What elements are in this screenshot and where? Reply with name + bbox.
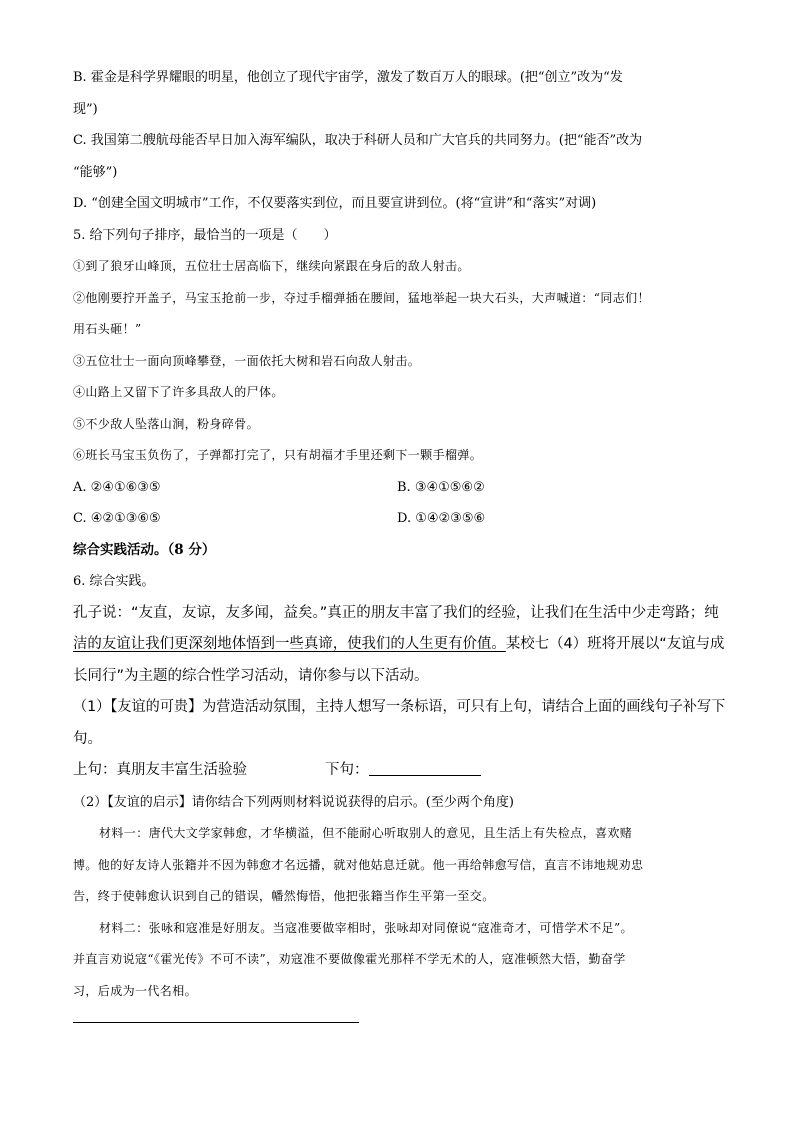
upper-line: 上句：真朋友丰富生活验验 — [73, 762, 247, 778]
material1-line2: 博。他的好友诗人张籍并不因为韩愈才名远播，就对他姑息迁就。他一再给韩愈写信，直言不讳地规劝忠 — [73, 857, 644, 872]
material1-line1: 材料一：唐代大文学家韩愈，才华横溢，但不能耐心听取别人的意见，且生活上有失检点，喜欢赌 — [99, 826, 633, 840]
q6-paragraph-line2 — [73, 629, 725, 661]
material2-line2: 并直言劝说寇“《霍光传》不可不读”，劝寇准不要做像霍光那样不学无术的人，寇准顿然大悟，勤奋学 — [73, 952, 626, 966]
q5-option-c[interactable]: C. ④②①③⑥⑤ — [73, 511, 161, 526]
q5-options-row1 — [73, 472, 723, 504]
q5-options-row2 — [73, 503, 723, 535]
q5-option-a[interactable]: A. ②④①⑥③⑤ — [73, 479, 161, 495]
lower-line-blank[interactable] — [369, 761, 481, 776]
q5-sentence-2-line2: 用石头砸！” — [73, 322, 142, 336]
q5-option-d[interactable]: D. ①④②③⑤⑥ — [397, 511, 486, 526]
couplet-row — [73, 755, 723, 787]
q6-part1-line1: （1）【友谊的可贵】为营造活动氛围，主持人想写一条标语，可只有上句，请结合上面的画线句子补写下 — [73, 699, 726, 715]
q5-option-b[interactable]: B. ③④①⑤⑥② — [397, 479, 485, 495]
lower-line-label: 下句： — [325, 762, 369, 778]
q6-part2: （2）【友谊的启示】请你结合下列两则材料说说获得的启示。(至少两个角度) — [73, 794, 514, 810]
q5-sentence-4: ④山路上又留下了许多具敌人的尸体。 — [73, 385, 284, 399]
q4-option-d: D. “创建全国文明城市”工作，不仅要落实到位，而且要宣讲到位。(将“宣讲”和“落实”对调) — [73, 196, 597, 211]
q5-sentence-1: ①到了狼牙山峰顶，五位壮士居高临下，继续向紧跟在身后的敌人射击。 — [73, 259, 470, 273]
material2-line1: 材料二：张咏和寇准是好朋友。当寇准要做宰相时，张咏却对同僚说“寇准奇才，可惜学术不足”。 — [99, 920, 633, 935]
q5-sentence-3: ③五位壮士一面向顶峰攀登，一面依托大树和岩石向敌人射击。 — [73, 353, 421, 368]
q4-option-b-line1: B. 霍金是科学界耀眼的明星，他创立了现代宇宙学，激发了数百万人的眼球。(把“创立”改为“发 — [73, 70, 623, 85]
q6-part1-line2: 句。 — [73, 730, 102, 747]
exam-page — [73, 62, 726, 1023]
q4-option-c-line1: C. 我国第二艘航母能否早日加入海军编队，取决于科研人员和广大官兵的共同努力。(把“能否”改为 — [73, 133, 643, 148]
material2-line3: 习，后成为一代名相。 — [73, 983, 198, 998]
q4-option-c-line2: “能够”) — [73, 164, 118, 180]
answer-line[interactable] — [73, 1021, 359, 1023]
q4-option-b-line2: 现”) — [73, 101, 98, 117]
q5-sentence-6: ⑥班长马宝玉负伤了，子弹都打完了，只有胡福才手里还剩下一颗手榴弹。 — [73, 448, 483, 462]
q6-paragraph-line1: 孔子说：“友直，友谅，友多闻，益矣。”真正的朋友丰富了我们的经验，让我们在生活中少走弯路；纯 — [73, 604, 719, 621]
underlined-sentence: 洁的友谊让我们更深刻地体悟到一些真谛，使我们的人生更有价值。 — [73, 636, 506, 652]
section-title: 综合实践活动。（8 分） — [73, 541, 216, 558]
q6-paragraph-line2-rest: 某校七（4）班将开展以“友谊与成 — [505, 636, 725, 652]
q6-stem: 6. 综合实践。 — [73, 574, 155, 589]
q5-stem: 5. 给下列句子排序，最恰当的一项是（ ） — [73, 227, 337, 243]
q5-sentence-5: ⑤不少敌人坠落山涧，粉身碎骨。 — [73, 416, 260, 431]
q6-paragraph-line3: 长同行”为主题的综合性学习活动，请你参与以下活动。 — [73, 667, 429, 684]
material1-line3: 告，终于使韩愈认识到自己的错误，幡然悔悟，他把张籍当作生平第一至交。 — [73, 889, 495, 903]
q5-sentence-2-line1: ②他刚要拧开盖子，马宝玉抢前一步，夺过手榴弹插在腰间，猛地举起一块大石头，大声喊道：“同志们！ — [73, 290, 650, 305]
